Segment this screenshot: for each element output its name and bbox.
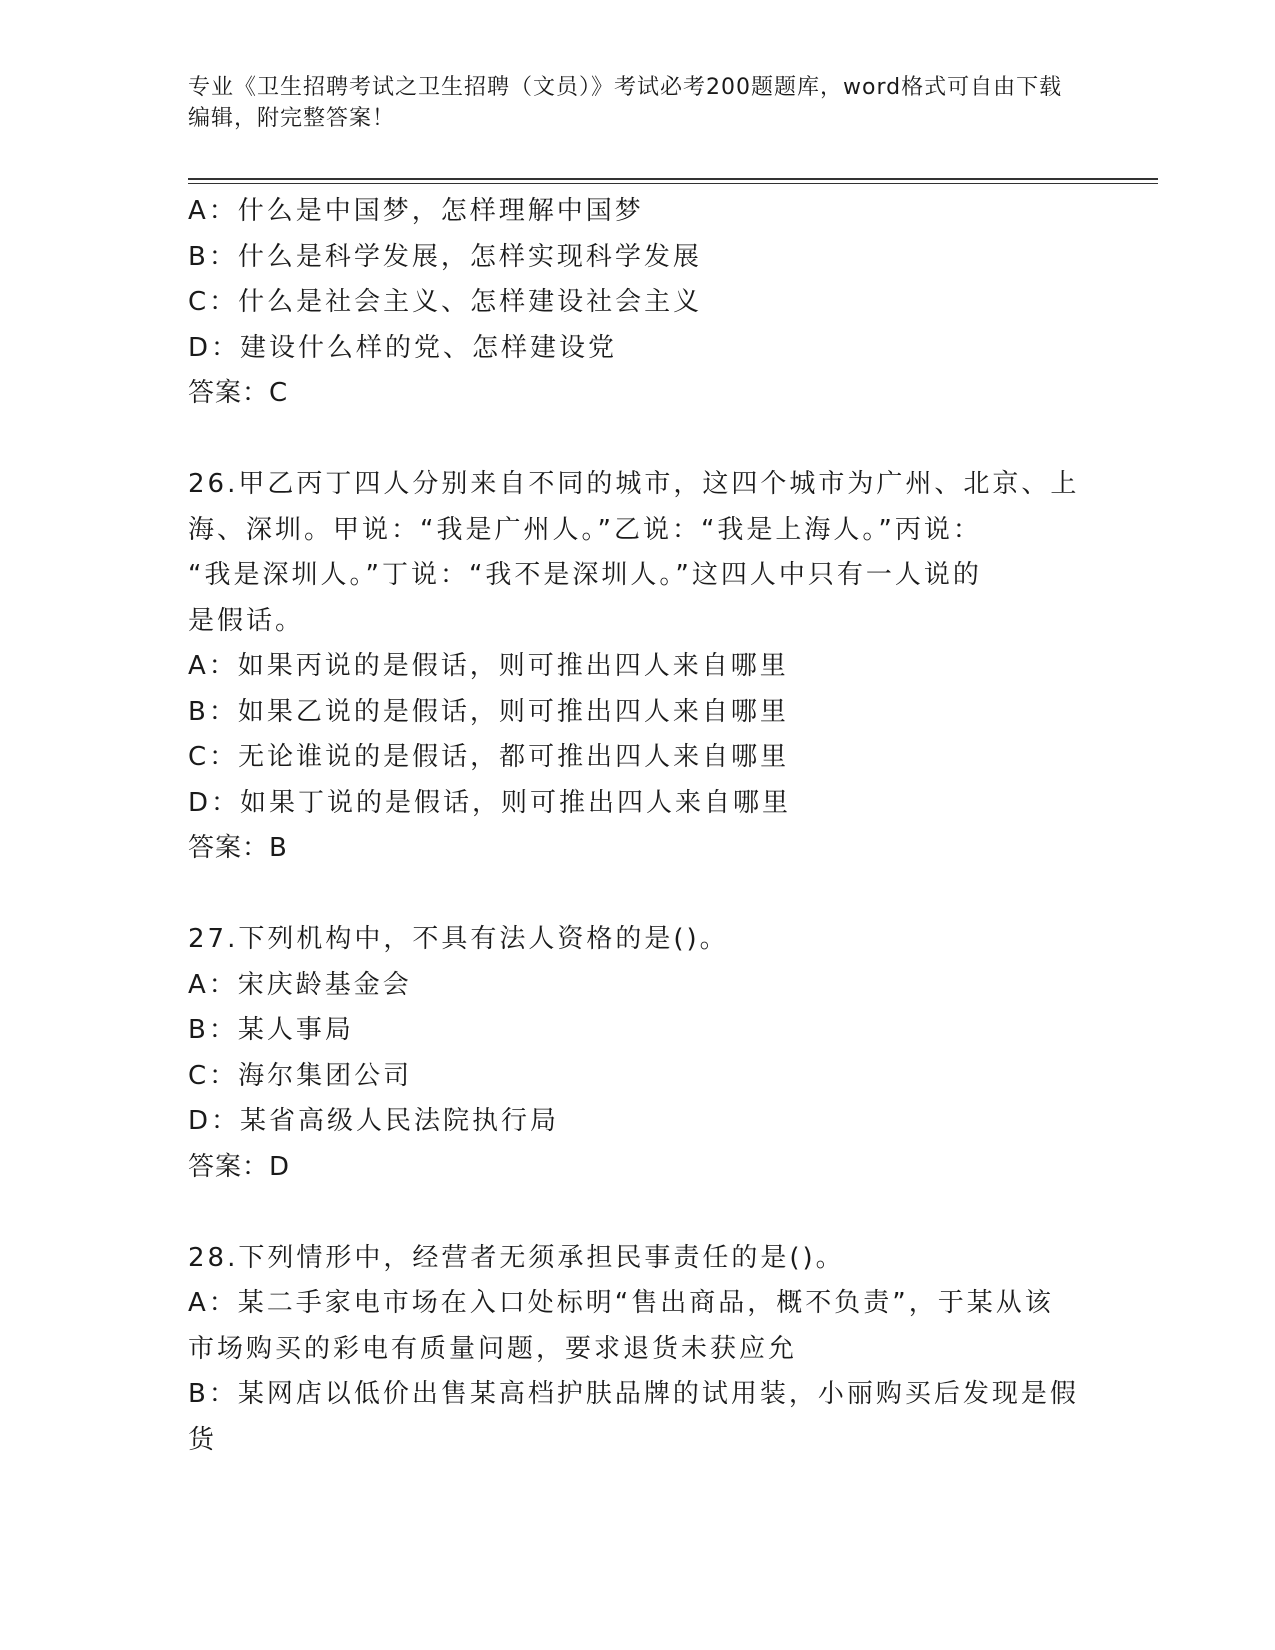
question-spacer [188, 872, 1088, 918]
question-stem-line: 是假话。 [188, 605, 305, 636]
option-c: C：无论谁说的是假话，都可推出四人来自哪里 [188, 742, 790, 772]
option-a-continued: 市场购买的彩电有质量问题，要求退货未获应允 [188, 1333, 798, 1364]
question-content [188, 189, 1088, 1463]
answer: 答案：C [188, 378, 289, 408]
option-c: C：海尔集团公司 [188, 1060, 413, 1091]
question-25 [188, 189, 1088, 417]
question-stem-line: “我是深圳人。”丁说：“我不是深圳人。”这四人中只有一人说的 [188, 560, 982, 590]
question-27 [188, 917, 1088, 1190]
option-a: A：某二手家电市场在入口处标明“售出商品，概不负责”，于某从该 [188, 1288, 1054, 1318]
question-stem: 28.下列情形中，经营者无须承担民事责任的是()。 [188, 1242, 845, 1273]
option-b: B：某人事局 [188, 1015, 354, 1045]
answer: 答案：D [188, 1151, 291, 1182]
option-a: A：宋庆龄基金会 [188, 969, 412, 1000]
option-d: D：建设什么样的党、怎样建设党 [188, 332, 618, 363]
question-28 [188, 1236, 1088, 1464]
question-stem: 27.下列机构中，不具有法人资格的是()。 [188, 924, 729, 954]
option-d: D：如果丁说的是假话，则可推出四人来自哪里 [188, 787, 792, 818]
question-spacer [188, 417, 1088, 463]
option-b: B：如果乙说的是假话，则可推出四人来自哪里 [188, 696, 789, 727]
header-divider-thick [188, 178, 1158, 180]
question-stem-line: 海、深圳。甲说：“我是广州人。”乙说：“我是上海人。”丙说： [188, 514, 982, 545]
option-a: A：什么是中国梦，怎样理解中国梦 [188, 196, 644, 226]
option-b-continued: 货 [188, 1424, 218, 1455]
answer: 答案：B [188, 833, 288, 863]
header-divider-thin [188, 183, 1158, 184]
option-b: B：某网店以低价出售某高档护肤品牌的试用装，小丽购买后发现是假 [188, 1379, 1079, 1409]
question-stem-line: 26.甲乙丙丁四人分别来自不同的城市，这四个城市为广州、北京、上 [188, 469, 1080, 499]
option-c: C：什么是社会主义、怎样建设社会主义 [188, 287, 703, 317]
option-b: B：什么是科学发展，怎样实现科学发展 [188, 241, 702, 272]
document-header: 专业《卫生招聘考试之卫生招聘（文员）》考试必考200题题库，word格式可自由下载编辑，附完整答案！ [188, 75, 1063, 131]
option-d: D：某省高级人民法院执行局 [188, 1106, 560, 1136]
option-a: A：如果丙说的是假话，则可推出四人来自哪里 [188, 651, 789, 681]
question-26 [188, 462, 1088, 872]
question-spacer [188, 1190, 1088, 1236]
